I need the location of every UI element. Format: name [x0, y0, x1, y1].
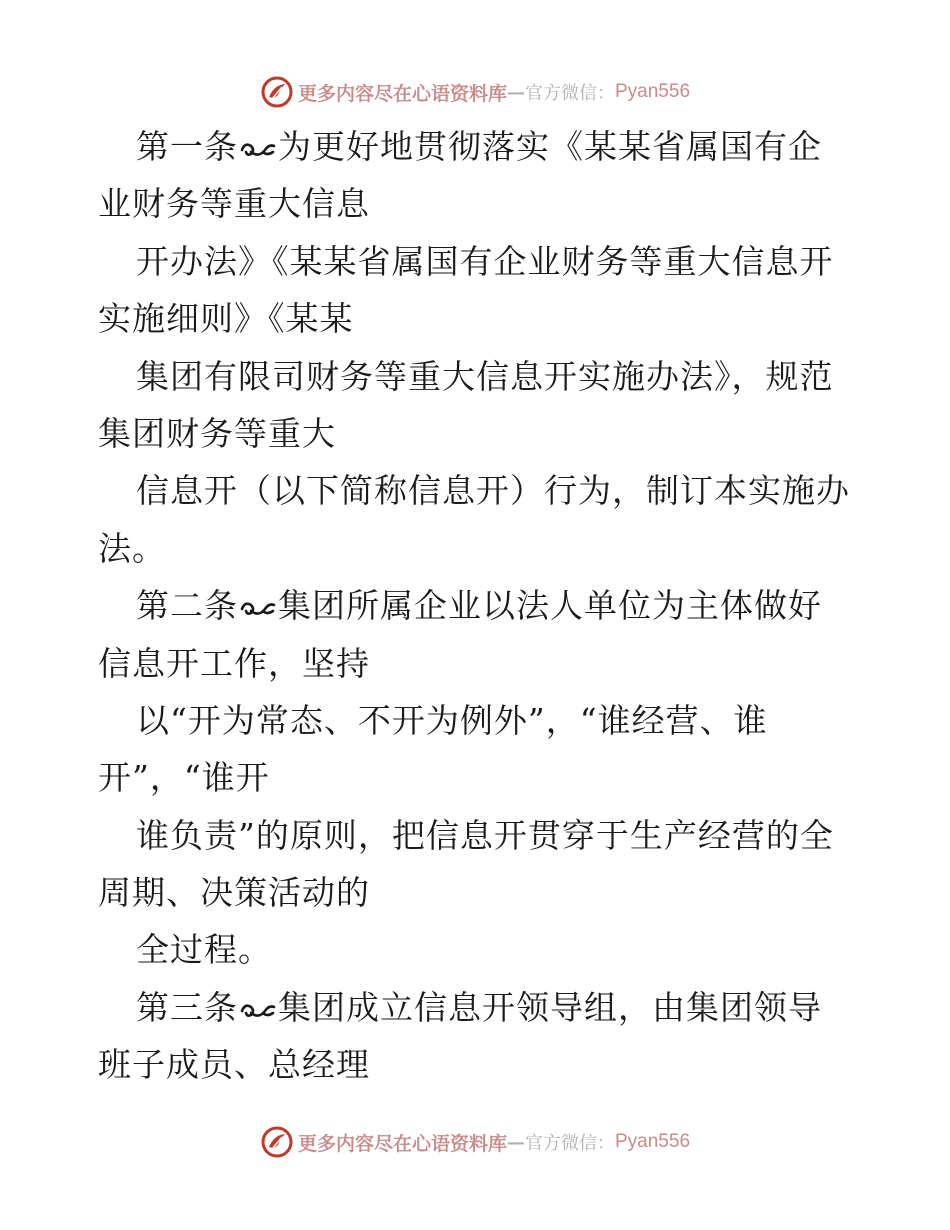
text-line: 周期、决策活动的 [98, 873, 370, 913]
article-2-number: 第二条 [136, 586, 238, 626]
article-1-number: 第一条 [136, 127, 238, 166]
text-line: 集团财务等重大 [98, 413, 336, 453]
banner-label: 官方微信： [525, 1133, 615, 1154]
article-3-number: 第三条 [136, 987, 238, 1027]
text-line: 法。 [98, 528, 166, 568]
document-body [98, 118, 858, 1094]
text-line: 信息开工作，坚持 [98, 643, 370, 683]
text-line: 以“开为常态、不开为例外”，“谁经营、谁 [136, 700, 768, 740]
text-line: 业财务等重大信息 [98, 184, 370, 224]
banner-wechat-id: Pyan556 [615, 81, 691, 102]
text-line: 集团有限司财务等重大信息开实施办法》，规范 [136, 356, 834, 396]
banner-label: 官方微信： [525, 83, 615, 104]
article-1-text: 为更好地贯彻落实《某某省属国有企 [278, 127, 822, 166]
article-2-text: 集团所属企业以法人单位为主体做好 [278, 586, 822, 626]
footer-banner [0, 1122, 950, 1162]
text-line: 开”，“谁开 [98, 758, 270, 798]
text-line: 开办法》《某某省属国有企业财务等重大信息开 [136, 241, 834, 281]
brand-logo-icon [260, 75, 294, 109]
article-3-text: 集团成立信息开领导组，由集团领导 [278, 987, 822, 1027]
text-line: 全过程。 [136, 930, 272, 970]
header-banner [0, 72, 950, 112]
text-line: 信息开（以下简称信息开）行为，制订本实施办 [136, 471, 850, 511]
ornament-icon [239, 999, 277, 1021]
banner-separator: — [507, 81, 525, 103]
banner-separator: — [507, 1131, 525, 1153]
banner-text: 更多内容尽在心语资料库 [297, 82, 507, 105]
text-line: 谁负责”的原则，把信息开贯穿于生产经营的全 [136, 815, 834, 855]
text-line: 班子成员、总经理 [98, 1045, 370, 1085]
brand-logo-icon [260, 1125, 294, 1159]
article-3-heading-line [98, 979, 858, 1036]
article-2-heading-line [98, 577, 858, 634]
banner-wechat-id: Pyan556 [615, 1131, 691, 1152]
ornament-icon [239, 138, 277, 160]
text-line: 实施细则》《某某 [98, 299, 354, 339]
article-1-heading-line [98, 118, 858, 175]
ornament-icon [239, 597, 277, 619]
banner-text: 更多内容尽在心语资料库 [297, 1132, 507, 1155]
